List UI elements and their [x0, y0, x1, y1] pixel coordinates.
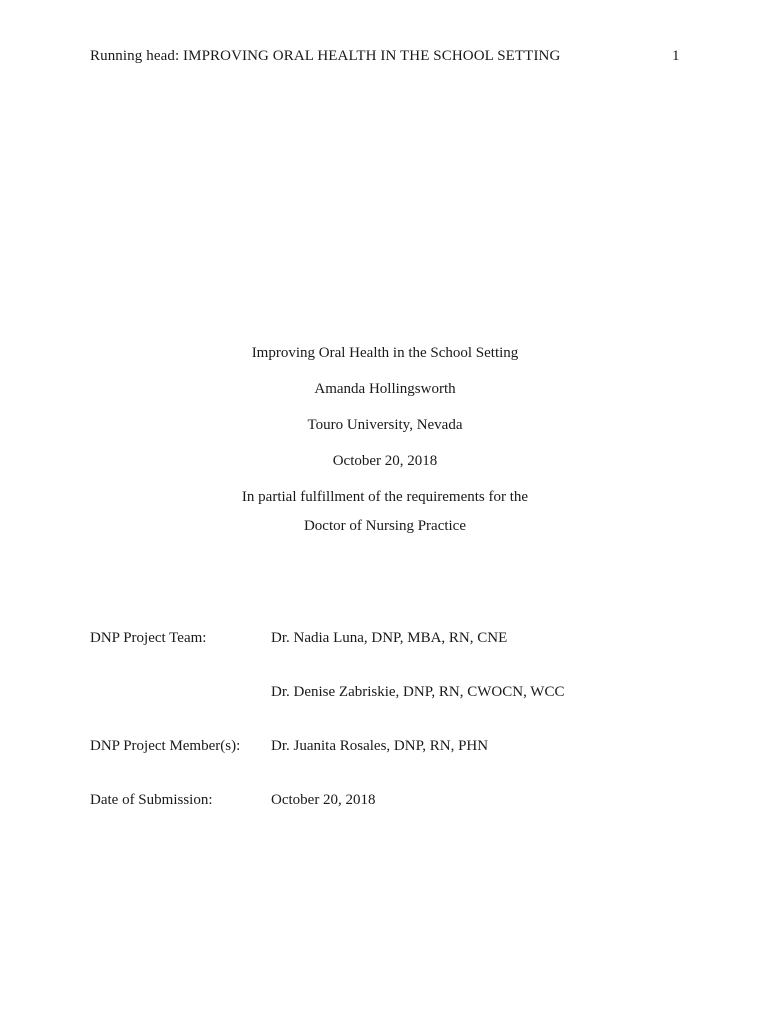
- project-team-member: Dr. Nadia Luna, DNP, MBA, RN, CNE: [271, 630, 508, 646]
- submission-label: Date of Submission:: [90, 792, 213, 808]
- project-team-label: DNP Project Team:: [90, 630, 207, 646]
- fulfillment-line-1: In partial fulfillment of the requirements for the: [241, 489, 529, 505]
- page-number: 1: [672, 48, 680, 64]
- paper-title: Improving Oral Health in the School Setting: [251, 345, 519, 361]
- institution: Touro University, Nevada: [307, 417, 463, 433]
- running-head: Running head: IMPROVING ORAL HEALTH IN THE SCHOOL SETTING: [90, 48, 561, 64]
- paper-date: October 20, 2018: [332, 453, 438, 469]
- project-team-member: Dr. Denise Zabriskie, DNP, RN, CWOCN, WCC: [271, 684, 565, 700]
- author-name: Amanda Hollingsworth: [314, 381, 456, 397]
- project-member-value: Dr. Juanita Rosales, DNP, RN, PHN: [271, 738, 489, 754]
- submission-value: October 20, 2018: [271, 792, 376, 808]
- title-block: [0, 343, 770, 552]
- project-member-label: DNP Project Member(s):: [90, 738, 241, 754]
- fulfillment-line-2: Doctor of Nursing Practice: [303, 518, 467, 534]
